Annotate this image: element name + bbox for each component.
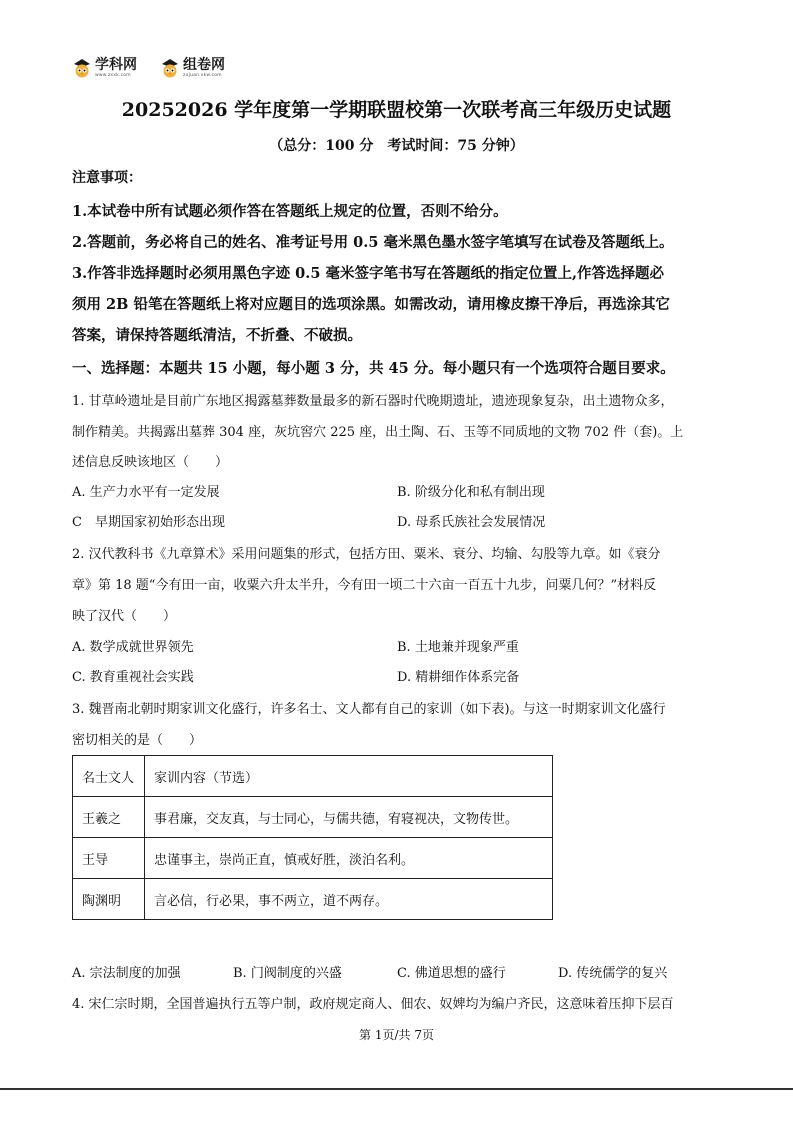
owl-icon — [160, 58, 180, 78]
question-3-option-a: A. 宗法制度的加强 — [72, 966, 181, 981]
xuekewang-logo — [72, 58, 137, 82]
bottom-divider — [0, 1088, 793, 1090]
note-line: 2.答题前，务必将自己的姓名、准考证号用 0.5 毫米黑色墨水签字笔填写在试卷及答题纸上。 — [72, 234, 674, 251]
table-row — [73, 838, 553, 879]
note-line: 须用 2B 铅笔在答题纸上将对应题目的选项涂黑。如需改动，请用橡皮擦干净后，再选涂其它 — [72, 296, 670, 313]
question-1-option-d: D. 母系氏族社会发展情况 — [397, 515, 546, 530]
note-line: 1.本试卷中所有试题必须作答在答题纸上规定的位置，否则不给分。 — [72, 203, 508, 220]
question-1-line: 述信息反映该地区（ ） — [72, 455, 229, 470]
question-2-option-c: C. 教育重视社会实践 — [72, 670, 194, 685]
table-header-row — [73, 756, 553, 797]
question-2-line: 章》第 18 题“今有田一亩，收粟六升太半升，今有田一顷二十六亩一百五十九步，问粟几何？”材料反 — [72, 578, 657, 593]
question-1-option-a: A. 生产力水平有一定发展 — [72, 485, 220, 500]
question-3-option-b: B. 门阀制度的兴盛 — [233, 966, 342, 981]
note-line: 3.作答非选择题时必须用黑色字迹 0.5 毫米签字笔书写在答题纸的指定位置上,作答选择题必 — [72, 265, 665, 282]
question-4-line: 4. 宋仁宗时期，全国普遍执行五等户制，政府规定商人、佃农、奴婢均为编户齐民，这意味着压抑下层百 — [72, 997, 674, 1012]
table-cell: 言必信，行必果，事不两立，道不两存。 — [145, 879, 553, 920]
table-cell: 王羲之 — [73, 797, 145, 838]
table-cell: 忠谨事主，崇尚正直，慎戒好胜，淡泊名利。 — [145, 838, 553, 879]
logo-name: 组卷网 — [183, 57, 225, 73]
logo-url: www.zxxk.com — [95, 73, 131, 78]
question-2-option-a: A. 数学成就世界领先 — [72, 640, 194, 655]
table-cell: 事君廉，交友真，与士同心，与儒共德，宥寝视决，文物传世。 — [145, 797, 553, 838]
question-1-line: 1. 甘草岭遗址是目前广东地区揭露墓葬数量最多的新石器时代晚期遗址，遗迹现象复杂，出土遗物众多， — [72, 394, 674, 409]
note-line: 答案，请保持答题纸清洁，不折叠、不破损。 — [72, 327, 362, 344]
exam-title: 20252026 学年度第一学期联盟校第一次联考高三年级历史试题 — [121, 99, 672, 121]
logo-url: zujuan.xkw.com — [183, 73, 222, 78]
question-2-option-b: B. 土地兼并现象严重 — [397, 640, 519, 655]
question-1-option-b: B. 阶级分化和私有制出现 — [397, 485, 545, 500]
family-instruction-table — [72, 755, 553, 920]
page-footer: 第 1页/共 7页 — [359, 1028, 434, 1042]
question-2-option-d: D. 精耕细作体系完备 — [397, 670, 520, 685]
table-cell: 陶渊明 — [73, 879, 145, 920]
table-header-cell: 家训内容（节选） — [145, 756, 553, 797]
question-2-line: 2. 汉代教科书《九章算术》采用问题集的形式，包括方田、粟米、衰分、均输、勾股等九章。如《衰分 — [72, 547, 661, 562]
question-1-option-c: C 早期国家初始形态出现 — [72, 515, 225, 530]
table-cell: 王导 — [73, 838, 145, 879]
table-header-cell: 名士文人 — [73, 756, 145, 797]
question-3-line: 密切相关的是（ ） — [72, 733, 203, 748]
section-heading: 一、选择题：本题共 15 小题，每小题 3 分，共 45 分。每小题只有一个选项符合题目要求。 — [72, 360, 675, 377]
question-1-line: 制作精美。共揭露出墓葬 304 座，灰坑窖穴 225 座，出土陶、石、玉等不同质地的文物 702 件（套)。上 — [72, 425, 684, 440]
table-row — [73, 797, 553, 838]
notes-heading: 注意事项： — [72, 170, 142, 186]
logo-name: 学科网 — [95, 57, 137, 73]
zujuanwang-logo — [160, 58, 225, 82]
question-3-option-d: D. 传统儒学的复兴 — [558, 966, 668, 981]
owl-icon — [72, 58, 92, 78]
table-row — [73, 879, 553, 920]
exam-subtitle: （总分：100 分 考试时间：75 分钟） — [269, 138, 524, 154]
question-3-line: 3. 魏晋南北朝时期家训文化盛行，许多名士、文人都有自己的家训（如下表)。与这一时期家训文化盛行 — [72, 702, 666, 717]
question-3-option-c: C. 佛道思想的盛行 — [397, 966, 506, 981]
question-2-line: 映了汉代（ ） — [72, 609, 177, 624]
